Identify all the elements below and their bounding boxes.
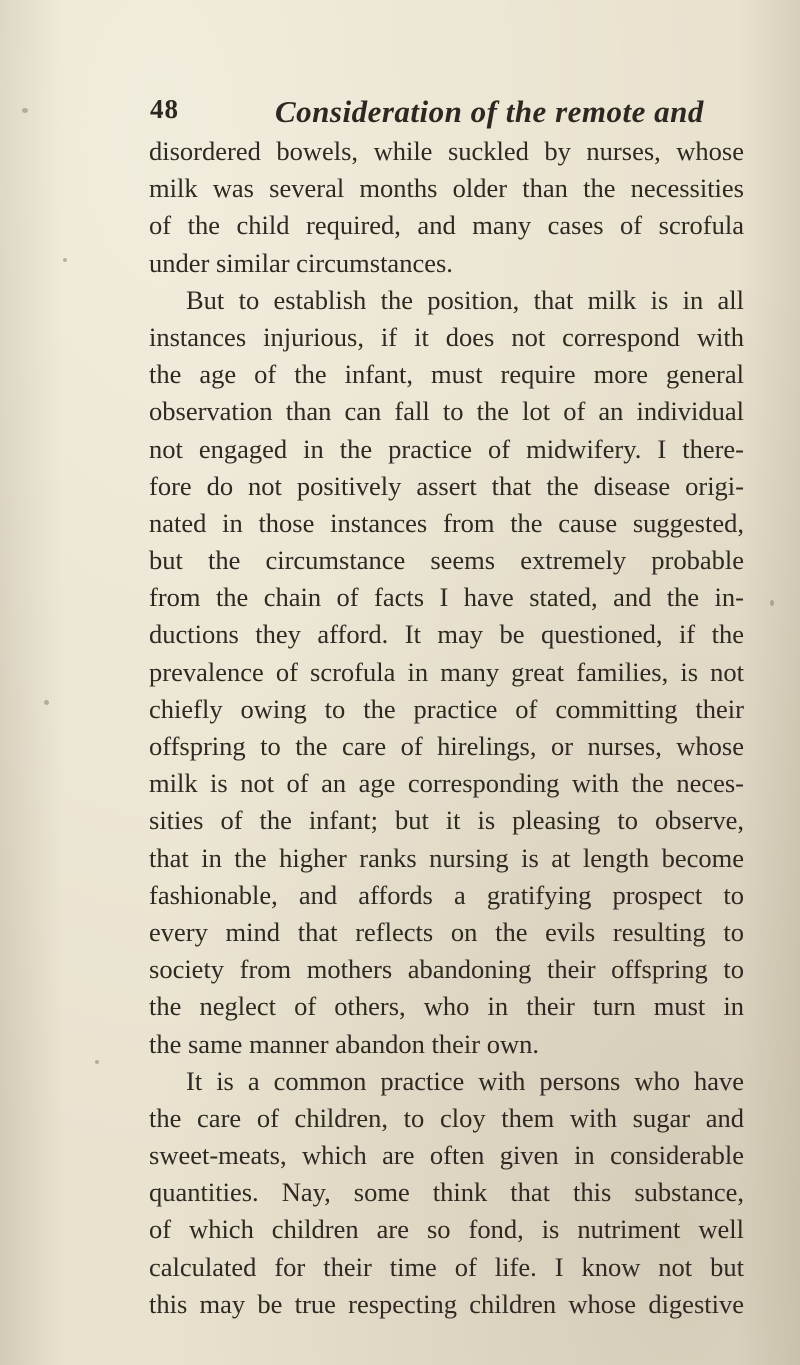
text-line: from the chain of facts I have stated, and the in-	[149, 582, 744, 613]
text-line: chiefly owing to the practice of committing their	[149, 693, 744, 724]
text-line: the care of children, to cloy them with sugar and	[149, 1102, 744, 1133]
text-line: sweet-meats, which are often given in considerable	[149, 1140, 744, 1171]
text-line: nated in those instances from the cause suggested,	[149, 507, 744, 538]
paper-speck	[63, 258, 67, 262]
text-line: not engaged in the practice of midwifery. I there-	[149, 433, 744, 464]
text-line: this may be true respecting children whose digestive	[149, 1288, 744, 1319]
text-line: the age of the infant, must require more general	[149, 359, 744, 390]
text-line: of which children are so fond, is nutriment well	[149, 1214, 744, 1245]
text-line: the same manner abandon their own.	[149, 1028, 540, 1059]
running-head	[150, 94, 710, 134]
text-line: every mind that reflects on the evils resulting to	[149, 916, 744, 947]
text-line: that in the higher ranks nursing is at length become	[149, 842, 744, 873]
text-line: observation than can fall to the lot of an individual	[149, 396, 744, 427]
text-line: milk was several months older than the necessities	[149, 173, 744, 204]
paragraph-start-line: It is a common practice with persons who have	[186, 1065, 744, 1096]
text-line: society from mothers abandoning their offspring to	[149, 954, 744, 985]
text-line: milk is not of an age corresponding with the neces-	[149, 768, 744, 799]
text-line: but the circumstance seems extremely probable	[149, 545, 744, 576]
text-line: of the child required, and many cases of scrofula	[149, 210, 744, 241]
text-line: instances injurious, if it does not correspond with	[149, 321, 744, 352]
text-line: the neglect of others, who in their turn must in	[149, 991, 744, 1022]
text-line: quantities. Nay, some think that this substance,	[149, 1177, 744, 1208]
text-line: disordered bowels, while suckled by nurses, whose	[149, 136, 744, 166]
text-line: offspring to the care of hirelings, or nurses, whose	[149, 731, 744, 761]
body-text	[149, 133, 744, 1323]
paragraph-start-line: But to establish the position, that milk is in all	[186, 284, 744, 315]
running-title: Consideration of the remote and	[275, 94, 704, 129]
paper-speck	[22, 108, 28, 113]
paper-speck	[44, 700, 49, 705]
text-line: fashionable, and affords a gratifying prospect to	[149, 879, 744, 910]
page-number: 48	[150, 94, 179, 124]
text-line: prevalence of scrofula in many great families, is not	[149, 656, 744, 687]
paper-speck	[95, 1060, 99, 1064]
text-line: sities of the infant; but it is pleasing to observe,	[149, 805, 744, 836]
paper-speck	[770, 600, 774, 606]
text-line: under similar circumstances.	[149, 247, 453, 278]
text-line: calculated for their time of life. I know not but	[149, 1251, 744, 1282]
text-line: fore do not positively assert that the disease origi-	[149, 470, 744, 501]
text-line: ductions they afford. It may be questioned, if the	[149, 619, 744, 650]
